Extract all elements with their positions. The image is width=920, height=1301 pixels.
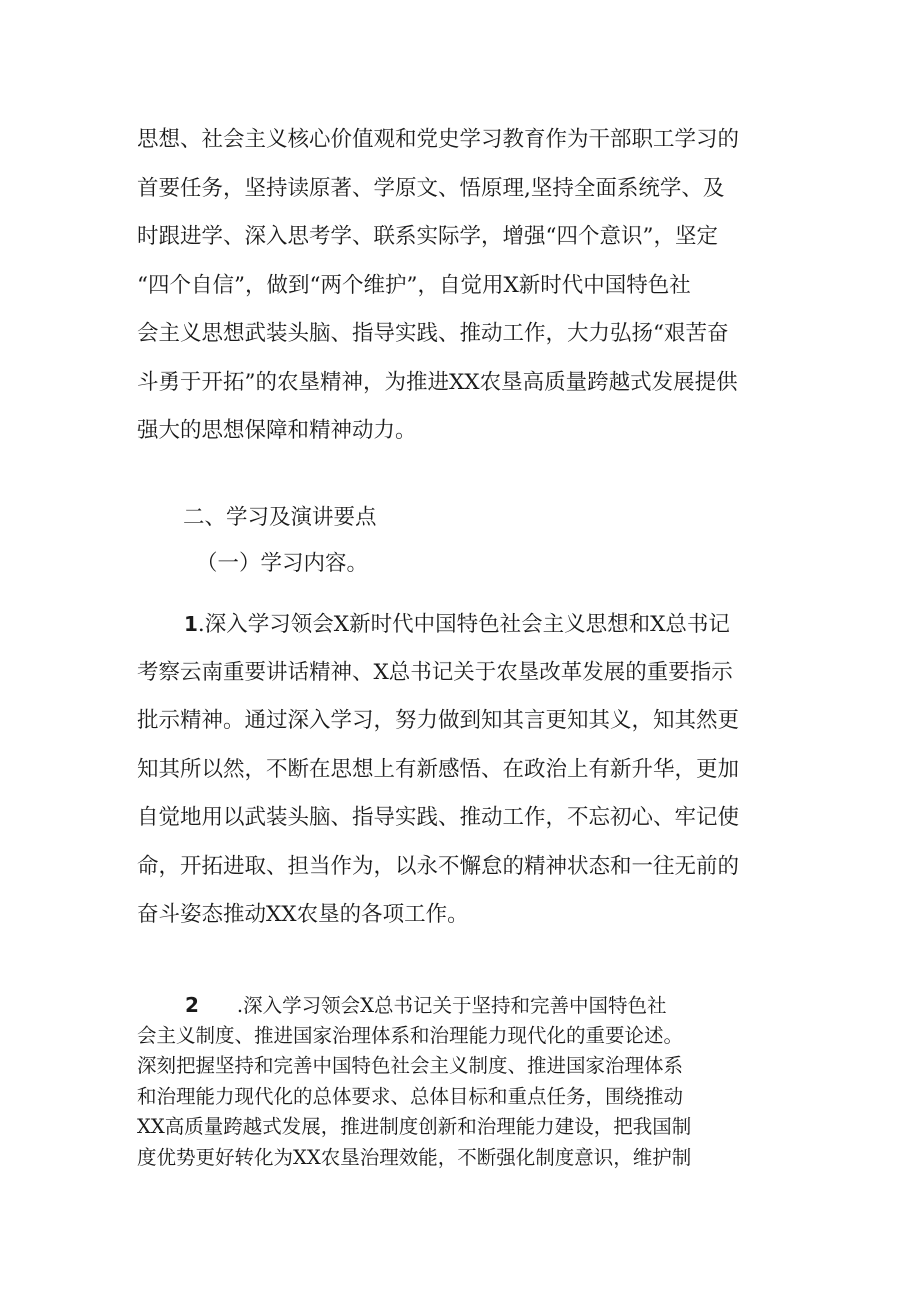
- subsection-heading: （一）学习内容。: [196, 551, 369, 576]
- text-line: [137, 990, 785, 1021]
- text-line: 命，开拓进取、担当作为，以永不懈怠的精神状态和一往无前的: [137, 853, 740, 879]
- text-line: 强大的思想保障和精神动力。: [137, 418, 417, 443]
- text-line: 知其所以然，不断在思想上有新感悟、在政治上有新升华，更加: [137, 756, 740, 782]
- text-line: “四个自信”，做到“两个维护”，自觉用X新时代中国特色社: [137, 272, 691, 298]
- text-line: 时跟进学、深入思考学、联系实际学，增强“四个意识”，坚定: [137, 224, 718, 249]
- text-line: 斗勇于开拓”的农垦精神，为推进XX农垦高质量跨越式发展提供: [137, 369, 738, 395]
- text-line: [137, 600, 785, 649]
- text-line: 批示精神。通过深入学习，努力做到知其言更知其义，知其然更: [137, 708, 740, 733]
- text-line-content: .深入学习领会X总书记关于坚持和完善中国特色社: [236, 994, 667, 1017]
- intro-paragraph: [137, 116, 785, 456]
- item-number: 1: [184, 612, 198, 636]
- text-line: XX高质量跨越式发展，推进制度创新和治理能力建设，把我国制: [137, 1115, 692, 1138]
- text-line: 会主义制度、推进国家治理体系和治理能力现代化的重要论述。: [137, 1023, 684, 1047]
- text-line-content: .深入学习领会X新时代中国特色社会主义思想和X总书记: [197, 612, 730, 637]
- text-line: 考察云南重要讲话精神、X总书记关于农垦改革发展的重要指示: [137, 659, 733, 685]
- text-line: 思想、社会主义核心价值观和党史学习教育作为干部职工学习的: [137, 127, 740, 152]
- text-line: 奋斗姿态推动XX农垦的各项工作。: [137, 902, 469, 927]
- item-1-paragraph: [137, 600, 785, 940]
- text-line: 首要任务，坚持读原著、学原文、悟原理,坚持全面系统学、及: [137, 175, 725, 201]
- text-line: 会主义思想武装头脑、指导实践、推动工作，大力弘扬“艰苦奋: [137, 321, 729, 346]
- item-2-paragraph: [137, 990, 785, 1173]
- section-heading: 二、学习及演讲要点: [183, 505, 377, 530]
- item-number: 2: [185, 993, 199, 1017]
- text-line: 度优势更好转化为XX农垦治理效能，不断强化制度意识，维护制: [137, 1145, 692, 1169]
- text-line: 和治理能力现代化的总体要求、总体目标和重点任务，围绕推动: [137, 1084, 684, 1108]
- text-line: 深刻把握坚持和完善中国特色社会主义制度、推进国家治理体系: [137, 1054, 684, 1077]
- text-line: 自觉地用以武装头脑、指导实践、推动工作，不忘初心、牢记使: [137, 805, 740, 830]
